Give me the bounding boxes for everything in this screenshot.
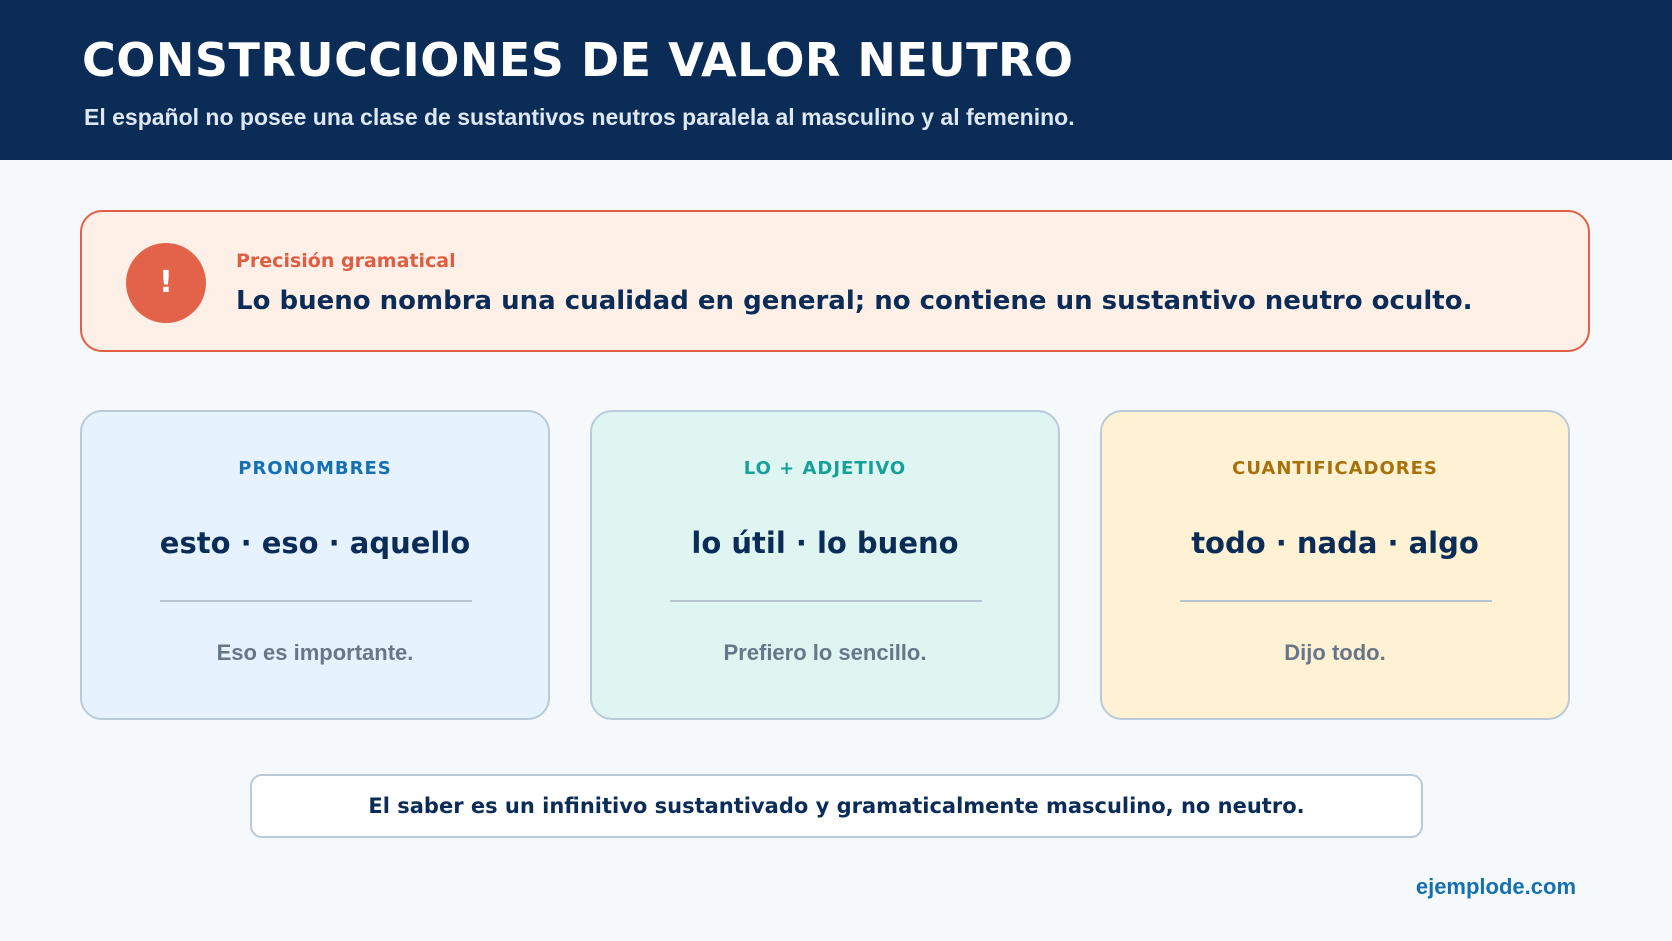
grammar-alert-box [80,210,1590,352]
page-title: CONSTRUCCIONES DE VALOR NEUTRO [82,33,1074,87]
card-example: Prefiero lo sencillo. [723,640,927,665]
alert-text: Lo bueno nombra una cualidad en general; no contiene un sustantivo neutro oculto. [236,286,1473,316]
card-example: Eso es importante. [216,640,414,665]
exclamation-icon: ! [126,243,206,323]
card-words: esto · eso · aquello [159,526,471,560]
card-pronombres [80,410,550,720]
card-words: lo útil · lo bueno [691,526,959,560]
card-divider [670,600,982,602]
card-example: Dijo todo. [1284,640,1386,665]
page-subtitle: El español no posee una clase de sustantivos neutros paralela al masculino y al femenino. [84,104,1075,130]
header-banner [0,0,1672,160]
card-label: PRONOMBRES [238,458,392,479]
footer-note: El saber es un infinitivo sustantivado y gramaticalmente masculino, no neutro. [250,774,1423,838]
card-words: todo · nada · algo [1191,526,1479,560]
card-divider [1180,600,1492,602]
card-label: LO + ADJETIVO [743,458,907,479]
card-divider [160,600,472,602]
brand-link[interactable]: ejemplode.com [1415,874,1576,899]
card-cuantificadores [1100,410,1570,720]
card-label: CUANTIFICADORES [1232,458,1438,479]
alert-label: Precisión gramatical [236,250,456,272]
card-lo-adjetivo [590,410,1060,720]
